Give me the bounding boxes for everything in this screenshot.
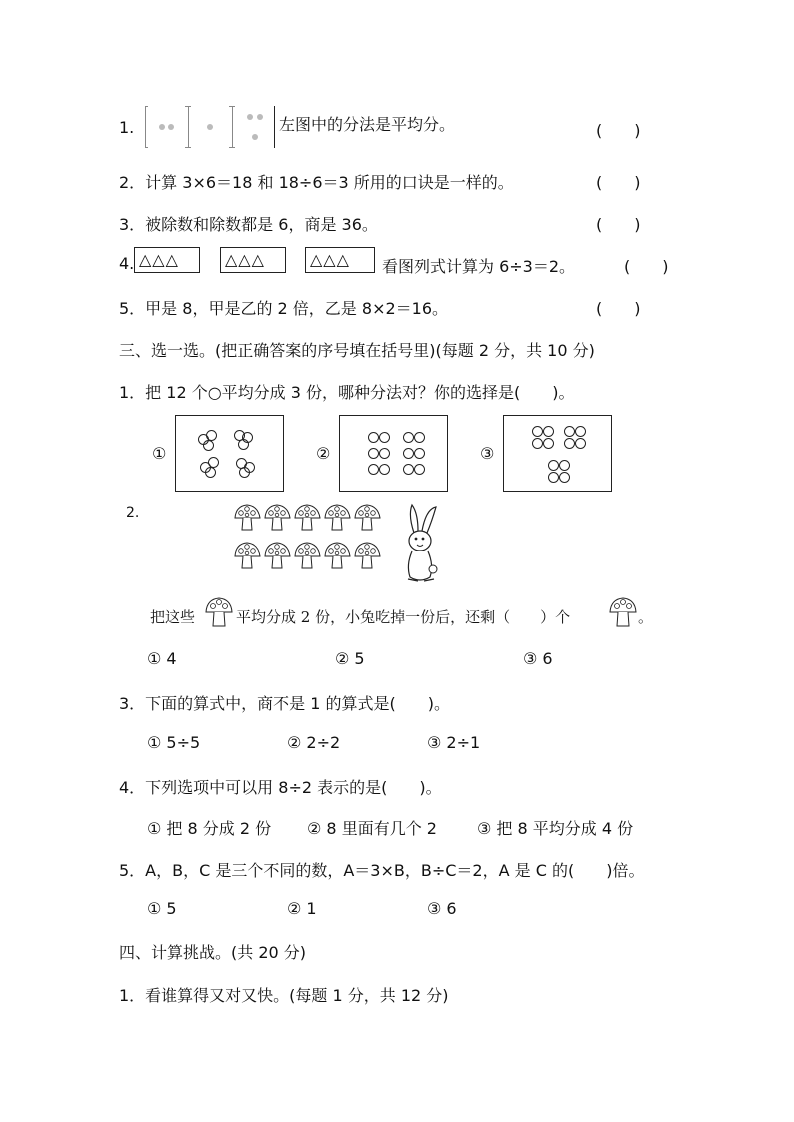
s3-q1-label-2: ② — [316, 444, 331, 463]
s3-q3-option-3[interactable]: ③ 2÷1 — [427, 733, 481, 752]
q3-text: 3．被除数和除数都是 6，商是 36。 — [119, 215, 378, 234]
section3-heading: 三、选一选。(把正确答案的序号填在括号里)(每题 2 分，共 10 分) — [119, 341, 595, 360]
q1-dot-diagram — [145, 106, 275, 148]
s4-q1-text: 1．看谁算得又对又快。(每题 1 分，共 12 分) — [119, 986, 449, 1005]
s3-q2-number: 2. — [126, 505, 140, 521]
s3-q2-text-c: 。 — [638, 608, 654, 626]
q2-text: 2．计算 3×6＝18 和 18÷6＝3 所用的口诀是一样的。 — [119, 173, 514, 192]
s3-q1-option-box-3 — [503, 415, 612, 492]
s3-q5-option-3[interactable]: ③ 6 — [427, 899, 457, 918]
s3-q1-label-1: ① — [152, 444, 167, 463]
s3-q1-label-3: ③ — [480, 444, 495, 463]
q5-answer-paren[interactable]: ( ) — [596, 299, 641, 318]
q1-number: 1. — [119, 118, 135, 137]
q3-answer-paren[interactable]: ( ) — [596, 215, 641, 234]
s3-q3-option-1[interactable]: ① 5÷5 — [147, 733, 201, 752]
s3-q5-option-1[interactable]: ① 5 — [147, 899, 177, 918]
rabbit-image — [400, 503, 442, 585]
mushroom-group-image — [232, 502, 392, 582]
s3-q1-option-box-1 — [175, 415, 284, 492]
mushroom-icon — [608, 596, 638, 630]
s3-q2-option-3[interactable]: ③ 6 — [523, 649, 553, 668]
q4-triangle-group-1: △△△ — [134, 247, 200, 273]
s3-q5-option-2[interactable]: ② 1 — [287, 899, 317, 918]
s3-q4-option-1[interactable]: ① 把 8 分成 2 份 — [147, 819, 272, 838]
q4-number: 4. — [119, 254, 135, 273]
s3-q2-option-1[interactable]: ① 4 — [147, 649, 177, 668]
q4-answer-paren[interactable]: ( ) — [624, 257, 669, 276]
s3-q2-text-a: 把这些 — [150, 608, 196, 626]
q2-answer-paren[interactable]: ( ) — [596, 173, 641, 192]
s3-q4-option-2[interactable]: ② 8 里面有几个 2 — [307, 819, 437, 838]
s3-q4-option-3[interactable]: ③ 把 8 平均分成 4 份 — [477, 819, 634, 838]
mushroom-icon — [204, 596, 234, 630]
s3-q3-text: 3．下面的算式中，商不是 1 的算式是( )。 — [119, 694, 451, 713]
s3-q3-option-2[interactable]: ② 2÷2 — [287, 733, 341, 752]
s3-q4-text: 4．下列选项中可以用 8÷2 表示的是( )。 — [119, 778, 442, 797]
s3-q2-option-2[interactable]: ② 5 — [335, 649, 365, 668]
q1-answer-paren[interactable]: ( ) — [596, 121, 641, 140]
s3-q2-text-b: 平均分成 2 份，小兔吃掉一份后，还剩（ ）个 — [236, 608, 571, 626]
s3-q1-text: 1．把 12 个○平均分成 3 份，哪种分法对？你的选择是( )。 — [119, 383, 575, 402]
q4-triangle-group-2: △△△ — [220, 247, 286, 273]
q4-triangle-group-3: △△△ — [305, 247, 375, 273]
q5-text: 5．甲是 8，甲是乙的 2 倍，乙是 8×2＝16。 — [119, 299, 449, 318]
section4-heading: 四、计算挑战。(共 20 分) — [119, 943, 307, 962]
s3-q1-option-box-2 — [339, 415, 448, 492]
q4-text: 看图列式计算为 6÷3＝2。 — [382, 257, 576, 276]
q1-text: 左图中的分法是平均分。 — [279, 115, 456, 134]
s3-q5-text: 5．A，B，C 是三个不同的数，A＝3×B，B÷C＝2，A 是 C 的( )倍。 — [119, 861, 645, 880]
